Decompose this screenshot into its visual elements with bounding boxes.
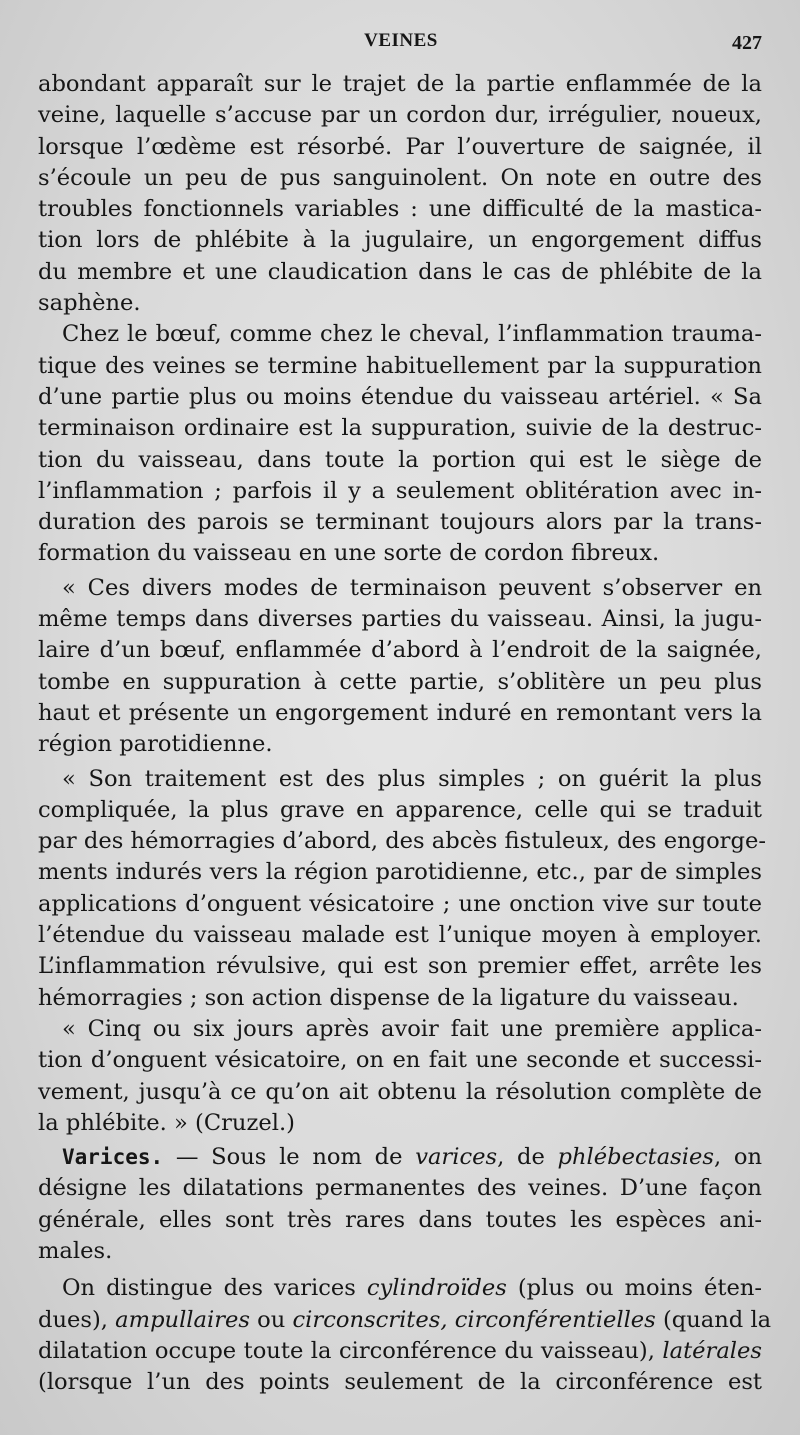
text-line: l’inflammation ; parfois il y a seulement oblitération avec in- (38, 477, 762, 504)
text-line: l’étendue du vaisseau malade est l’unique moyen à employer. (38, 922, 762, 949)
text-line: L’inflammation révulsive, qui est son premier effet, arrête les (38, 953, 762, 980)
text-line: par des hémorragies d’abord, des abcès fistuleux, des engorge- (38, 828, 766, 855)
text-line: la phlébite. » (Cruzel.) (38, 1109, 295, 1136)
text-line: duration des parois se terminant toujours alors par la trans- (38, 509, 762, 536)
page-number: 427 (732, 32, 762, 54)
text-line: d’une partie plus ou moins étendue du vaisseau artériel. « Sa (38, 383, 762, 410)
text-line: terminaison ordinaire est la suppuration, suivie de la destruc- (38, 415, 762, 442)
text-line: dilatation occupe toute la circonférence du vaisseau), latérales (38, 1337, 762, 1364)
text-line: vement, jusqu’à ce qu’on ait obtenu la résolution complète de (38, 1078, 762, 1105)
text-line: tombe en suppuration à cette partie, s’oblitère un peu plus (38, 668, 762, 695)
body-text (38, 69, 772, 1398)
text-line: haut et présente un engorgement induré en remontant vers la (38, 699, 762, 726)
text-line: région parotidienne. (38, 731, 273, 758)
text-line: (lorsque l’un des points seulement de la circonférence est (38, 1369, 762, 1396)
text-line: ments indurés vers la région parotidienne, etc., par de simples (38, 859, 762, 886)
text-line: même temps dans diverses parties du vaisseau. Ainsi, la jugu- (38, 606, 762, 633)
text-line: males. (38, 1237, 113, 1264)
text-line: tion du vaisseau, dans toute la portion qui est le siège de (38, 446, 762, 473)
section-heading-line: Varices. — Sous le nom de varices, de phlébectasies, on (62, 1144, 762, 1171)
paragraph-start-line: « Ces divers modes de terminaison peuvent s’observer en (62, 574, 762, 601)
paragraph-start-line: « Son traitement est des plus simples ; on guérit la plus (62, 765, 762, 792)
running-head: VEINES (364, 30, 438, 51)
paragraph-start-line: « Cinq ou six jours après avoir fait une première applica- (62, 1015, 762, 1042)
text-line: dues), ampullaires ou circonscrites, circonférentielles (quand la (38, 1306, 772, 1333)
text-line: abondant apparaît sur le trajet de la partie enflammée de la (38, 71, 762, 97)
text-line: désigne les dilatations permanentes des veines. D’une façon (38, 1175, 762, 1202)
text-line: laire d’un bœuf, enflammée d’abord à l’endroit de la saignée, (38, 637, 762, 664)
text-line: hémorragies ; son action dispense de la ligature du vaisseau. (38, 984, 739, 1011)
text-line: lorsque l’œdème est résorbé. Par l’ouverture de saignée, il (38, 133, 762, 160)
text-line: générale, elles sont très rares dans toutes les espèces ani- (38, 1206, 762, 1233)
page-header (40, 30, 762, 60)
text-line: tion lors de phlébite à la jugulaire, un engorgement diffus (38, 227, 762, 254)
text-line: tique des veines se termine habituellement par la suppuration (38, 352, 762, 379)
text-line: compliquée, la plus grave en apparence, celle qui se traduit (38, 796, 762, 823)
text-line: du membre et une claudication dans le cas de phlébite de la (38, 258, 762, 285)
paragraph-start-line: On distingue des varices cylindroïdes (plus ou moins éten- (62, 1275, 762, 1302)
text-line: tion d’onguent vésicatoire, on en fait une seconde et successi- (38, 1047, 762, 1074)
text-line: troubles fonctionnels variables : une difficulté de la mastica- (38, 196, 762, 223)
text-line: formation du vaisseau en une sorte de cordon fibreux. (38, 540, 660, 567)
text-line: s’écoule un peu de pus sanguinolent. On note en outre des (38, 164, 762, 191)
text-line: veine, laquelle s’accuse par un cordon dur, irrégulier, noueux, (38, 102, 762, 129)
text-line: saphène. (38, 290, 141, 317)
text-line: applications d’onguent vésicatoire ; une onction vive sur toute (38, 890, 762, 917)
paragraph-start-line: Chez le bœuf, comme chez le cheval, l’inflammation trauma- (62, 321, 762, 348)
